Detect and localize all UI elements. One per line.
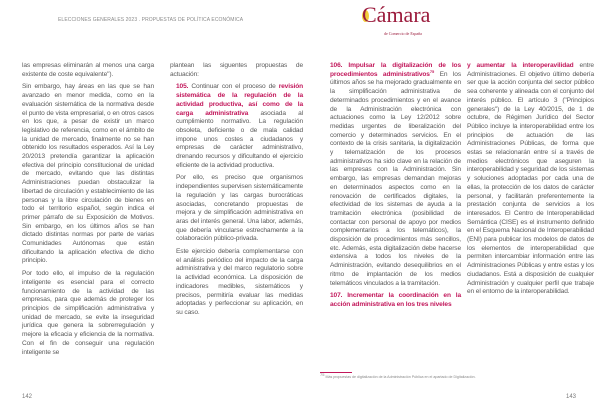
camara-logo xyxy=(356,4,436,38)
proposal-107-heading xyxy=(330,292,461,309)
paragraph: plantean las siguentes propuestas de actuación: xyxy=(170,62,303,78)
proposal-highlight: revisión sistemática de la regulación de la actividad productiva, así como de la carga administrativa xyxy=(176,83,304,117)
paragraph: las empresas eliminarán al menos una carga existente de coste equivalente"). xyxy=(22,62,154,78)
footnote-text: Más propuestas de digitalización de la Administración Pública en el apartado de Digitalización. xyxy=(325,375,476,380)
right-column-2 xyxy=(467,62,594,301)
footnote-number: 75 xyxy=(320,372,325,377)
paragraph: Este ejercicio debería complementarse con el análisis periódico del impacto de la carga administrativa y del marco regulatorio sobre la actividad económica. La disposición de indicadores medibles, sistemáticos y precisos, permitiría evaluar las medidas adoptadas y perfeccionar su aplicación, en su caso. xyxy=(176,248,303,316)
proposal-106 xyxy=(330,62,461,288)
left-column-1 xyxy=(22,62,154,361)
proposal-105-paragraph xyxy=(176,83,303,170)
proposal-number: 105. xyxy=(176,83,189,91)
left-column-2 xyxy=(170,62,303,322)
paragraph: Por todo ello, el impulso de la regulación inteligente es esencial para el correcto funcionamiento de la actividad de las empresas, para que además de proteger los principios de simplificación administrativa y unidad de mercado, se evite la inseguridad jurídica que genera la sobrerregulación y mejore la eficacia y eficiencia de la normativa. Con el fin de conseguir una regulación inteligente se xyxy=(22,270,154,356)
footnote xyxy=(320,372,476,380)
paragraph: Por ello, es preciso que organismos independientes supervisen sistemáticamente la regulación y las cargas burocráticas asociadas, concretando propuestas de mejora y de simplificación administrativa en aras del interés general. Una labor, además, que debería vincularse estrechamente a la colaboración público-privada. xyxy=(176,174,303,243)
footnote-ref[interactable]: 75 xyxy=(429,68,435,74)
proposal-107 xyxy=(467,62,594,297)
proposal-highlight: y aumentar la interoperavilidad xyxy=(467,62,574,69)
running-header: ELECCIONES GENERALES 2023 . PROPUESTAS DE POLÍTICA ECONÓMICA xyxy=(58,17,244,23)
proposal-lead: Continuar con el proceso de xyxy=(191,83,276,91)
page-number-right: 143 xyxy=(566,394,577,400)
logo-subtitle: de Comercio de España xyxy=(384,31,422,36)
right-column-1 xyxy=(330,62,461,314)
footnote-divider xyxy=(320,372,352,373)
proposal-text: En los últimos años se ha mejorado gradualmente en la simplificación administrativa de determinados procedimientos y en el avance de la Administración electrónica con actuaciones como la Ley 12/2012 sobre medidas urgentes de liberalización del comercio y determinados servicios. En el contexto de la crisis sanitaria, la digitalización y telematización de los procesos administrativos ha sido clave en la relación de las empresas con la Administración. Sin embargo, las empresas demandan mejoras en determinados aspectos como en la renovación de certificados digitales, la efectividad de los sistemas de ayuda a la tramitación electrónica (posibilidad de contactar con personal de apoyo por medios complementarios a los telemáticos), la disposición de procedimientos más sencillos, etc. Además, esta digitalización debe hacerse extensiva a todos los niveles de la Administración, evitando desequilibrios en el ritmo de implantación de los medios telemáticos vinculados a la tramitación. xyxy=(330,70,461,287)
proposal-highlight: 106. Impulsar la digitalización de los procedimientos administrativos xyxy=(330,62,461,78)
proposal-text: entre Administraciones. El objetivo último debería ser que la acción conjunta del sector público sea coherente y alineada con el conjunto del interés público. El artículo 3 ("Principios generales") de la Ley 40/2015, de 1 de octubre, de Régimen Jurídico del Sector Público incluye la interoperabilidad entre los principios de actuación de las Administraciones Públicas, de forma que estas se relacionarán entre sí a través de medios electrónicos que aseguren la interoperabilidad y seguridad de los sistemas y soluciones adoptadas por cada una de ellas, la protección de los datos de carácter personal, y facilitarán preferentemente la prestación conjunta de servicios a los interesados. El Centro de Interoperabilidad Semántica (CISE) es el instrumento definido en el Esquema Nacional de Interoperabilidad (ENI) para publicar los modelos de datos de los elementos de interoperabilidad que permiten intercambiar información entre las Administraciones Públicas y entre estas y los ciudadanos. Está a disposición de cualquier Administración y cualquier perfil que trabaje en el entorno de la interoperabilidad. xyxy=(467,62,594,296)
paragraph: Sin embargo, hay áreas en las que se han avanzado en menor medida, como en la evaluación sistemática de la normativa desde el punto de vista empresarial, o en otros casos en los que, a pesar de existir un marco legislativo de referencia, como en el ámbito de la unidad de mercado, finalmente no se han obtenido los resultados esperados. Así la Ley 20/2013 pretendía garantizar la aplicación efectiva del principio constitucional de unidad de mercado, evitando que las distintas Administraciones puedan obstaculizar la libertad de circulación y establecimiento de las personas y la libre circulación de bienes en todo el territorio español, según indica el primer párrafo de su Exposición de Motivos. Sin embargo, en los últimos años se han dictado distintas normas por parte de varias Comunidades Autónomas que están dificultando la aplicación efectiva de dicho principio. xyxy=(22,83,154,265)
proposal-107-title: 107. Incrementar la coordinación en la acción administrativa en los tres niveles xyxy=(330,292,461,308)
proposal-text: asociada al cumplimiento normativo. La regulación obsoleta, deficiente o de mala calidad impone unos costes a ciudadanos y empresas de carácter administrativo, drenando recursos y dificultando el ejercicio eficiente de la actividad productiva. xyxy=(176,109,303,169)
logo-wordmark: Cámara xyxy=(362,2,431,27)
proposal-105 xyxy=(170,83,303,317)
page-number-left: 142 xyxy=(22,394,33,400)
